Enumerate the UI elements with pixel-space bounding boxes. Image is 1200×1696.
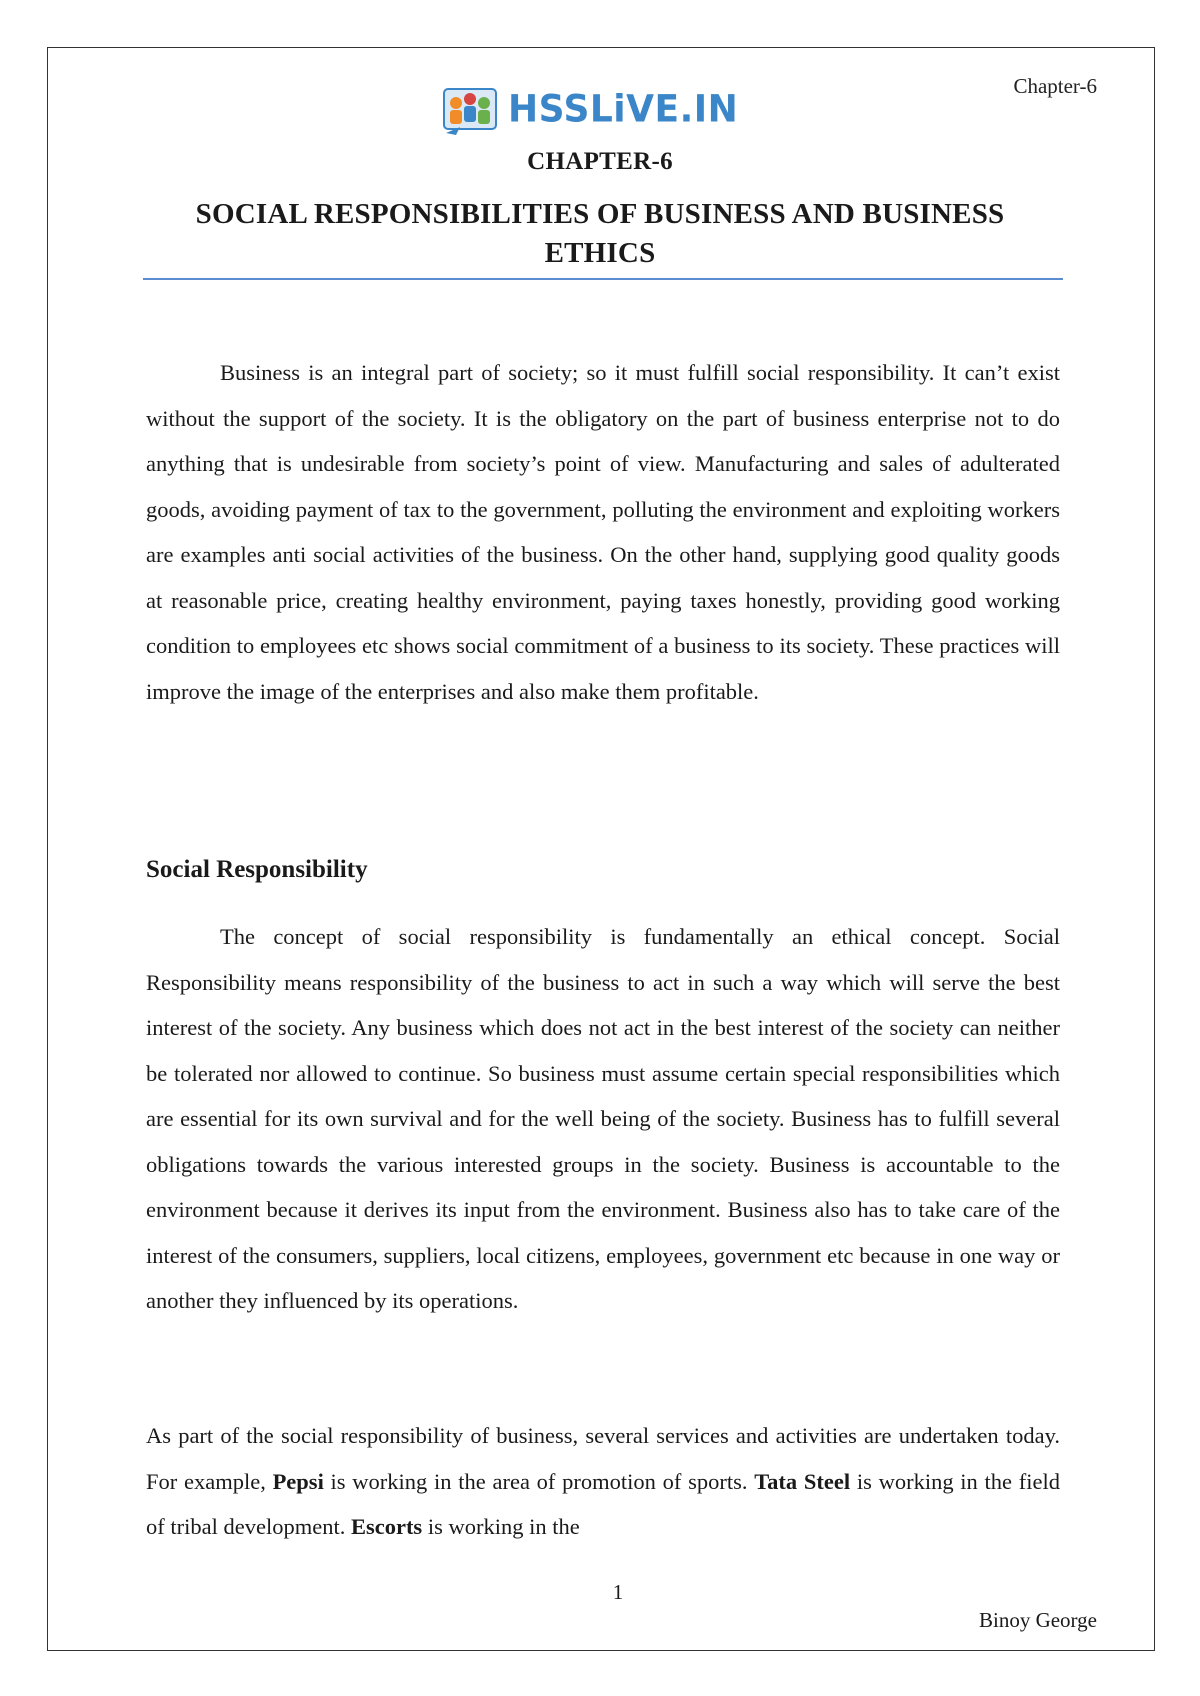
company-escorts: Escorts: [350, 1514, 423, 1539]
site-logo[interactable]: [442, 83, 739, 137]
examples-text-1: As part of the social responsibility of business, several services and activities are undertaken today. For example,: [146, 1423, 1060, 1494]
social-responsibility-paragraph: The concept of social responsibility is fundamentally an ethical concept. Social Responsibility means responsibility of the business to act in such a way which will serve the best interest of the society. Any business which does not act in the best interest of the society can neither be tolerated nor allowed to continue. So business must assume certain special responsibilities which are essential for its own survival and for the well being of the society. Business has to fulfill several obligations towards the various interested groups in the society. Business is accountable to the environment because it derives its input from the environment. Business also has to take care of the interest of the consumers, suppliers, local citizens, employees, government etc because in one way or another they influenced by its operations.: [146, 924, 1060, 1313]
section-heading: Social Responsibility: [146, 856, 368, 883]
logo-text: HSSLiVE.IN: [508, 87, 739, 131]
company-tata-steel: Tata Steel: [754, 1468, 851, 1494]
page-border: [47, 47, 1155, 1651]
company-pepsi: Pepsi: [272, 1468, 324, 1494]
examples-text-4: is working in the: [422, 1514, 580, 1539]
intro-paragraph: Business is an integral part of society; so it must fulfill social responsibility. It can’t exist without the support of the society. It is the obligatory on the part of business enterprise not to do anything that is undesirable from society’s point of view. Manufacturing and sales of adulterated goods, avoiding payment of tax to the government, polluting the environment and exploiting workers are examples anti social activities of the business. On the other hand, supplying good quality goods at reasonable price, creating healthy environment, paying taxes honestly, providing good working condition to employees etc shows social commitment of a business to its society. These practices will improve the image of the enterprises and also make them profitable.: [146, 360, 1060, 704]
page-number: 1: [612, 1580, 624, 1604]
title-divider: [143, 278, 1063, 280]
people-group-icon: [442, 83, 502, 137]
author-name: Binoy George: [978, 1608, 1097, 1632]
examples-paragraph: [146, 1413, 1060, 1550]
page-title: SOCIAL RESPONSIBILITIES OF BUSINESS AND BUSINESS ETHICS: [195, 198, 1005, 269]
examples-text-3: is working in the field of tribal development.: [146, 1468, 1060, 1539]
header-chapter-tag: Chapter-6: [1013, 74, 1097, 98]
examples-text-2: is working in the area of promotion of sports.: [323, 1468, 755, 1494]
chapter-label: CHAPTER-6: [527, 148, 673, 175]
